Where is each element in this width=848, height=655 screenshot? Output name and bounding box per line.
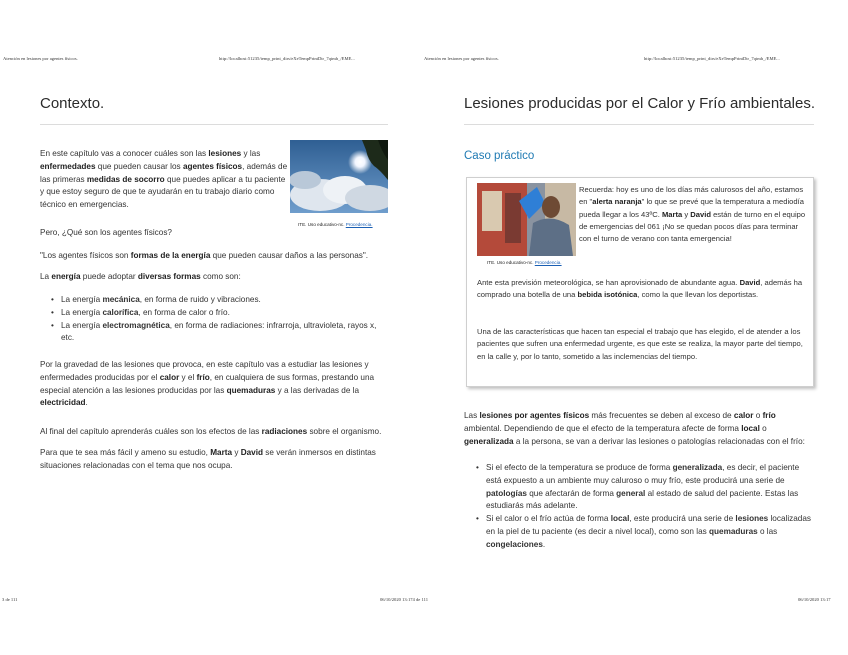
- list-item: • La energía mecánica, en forma de ruido y vibraciones.: [51, 294, 391, 307]
- list-item: • La energía calorífica, en forma de calor o frío.: [51, 307, 391, 320]
- intro-paragraph: En este capítulo vas a conocer cuáles son las lesiones y las enfermedades que pueden causar los agentes físicos, además de las primeras medidas de socorro que puedes aplicar a tu paciente y que estoy seguro de que te ayudarán en tu trabajo diario como técnico en emergencias.: [40, 149, 288, 210]
- list-item: • Si el calor o el frío actúa de forma local, este producirá una serie de lesiones localizadas en la piel de tu paciente (es decir a nivel local), como son las quemaduras o las congelaciones.: [476, 513, 814, 551]
- list-item: • La energía electromagnética, en forma de radiaciones: infrarroja, ultravioleta, rayos x, etc.: [51, 320, 391, 346]
- case-image-credit-link[interactable]: Procedencia.: [534, 260, 562, 265]
- print-footer-date: 06/10/2020 13:17: [798, 597, 831, 602]
- title-divider: [464, 124, 814, 125]
- case-paragraph-2: Ante esta previsión meteorológica, se han aprovisionado de abundante agua. David, además ha comprado una botella de una bebida isotónica, como la que llevan los deportistas.: [477, 278, 803, 300]
- title-divider: [40, 124, 388, 125]
- case-paragraph-3: Una de las características que hacen tan especial el trabajo que has elegido, el de atender a los pacientes que sufren una enfermedad urgente, es que este se realiza, la mayor parte del tiempo, en la calle y, por lo tanto, sometido a las inclemencias del tiempo.: [477, 327, 803, 361]
- right-page: [424, 0, 848, 655]
- list-item: • Si el efecto de la temperatura se produce de forma generalizada, es decir, el paciente está expuesto a un ambiente muy caluroso o muy frío, este producirá una serie de patologías que afectarán de forma general al estado de salud del paciente. Estas las estudiarás más adelante.: [476, 462, 814, 513]
- energy-forms-list: [51, 294, 391, 345]
- print-header-title-left: Atención en lesiones por agentes físicos.: [3, 56, 78, 61]
- print-header-title-right: Atención en lesiones por agentes físicos.: [424, 56, 499, 61]
- page-title: Contexto.: [40, 95, 105, 112]
- case-study-box: [466, 177, 814, 387]
- case-study-title: Caso práctico: [464, 150, 535, 162]
- case-paragraph-1: Recuerda: hoy es uno de los días más calurosos del año, estamos en "alerta naranja" lo que se prevé que la temperatura a mediodía pueda llegar a los 43ºC. Marta y David están de turno en el equipo de emergencias del 061 ¡No se quedan pocos días para terminar con el turno de verano con tanta emergencia!: [579, 185, 806, 244]
- end-chapter-paragraph: Al final del capítulo aprenderás cuáles son los efectos de las radiaciones sobre el organismo.: [40, 427, 382, 436]
- definition-paragraph: "Los agentes físicos son formas de la energía que pueden causar daños a las personas".: [40, 251, 369, 260]
- image-credit-link[interactable]: Procedencia.: [345, 222, 373, 227]
- lesions-list: [476, 462, 814, 552]
- paramedic-photo: [477, 183, 576, 256]
- question-paragraph: Pero, ¿Qué son los agentes físicos?: [40, 228, 172, 237]
- print-header-url-right: http://localhost:51235/temp_print_dirs/eXeTempPrintDir_7qimh_/EME...: [644, 56, 780, 61]
- image-credit: ITE. Uso educativo-nc. Procedencia.: [298, 222, 373, 227]
- sky-clouds-image: [290, 140, 388, 213]
- print-header-url-left: http://localhost:51235/temp_print_dirs/eXeTempPrintDir_7qimh_/EME...: [219, 56, 355, 61]
- page-title: Lesiones producidas por el Calor y Frío ambientales.: [464, 95, 816, 112]
- lesions-intro-paragraph: Las lesiones por agentes físicos más frecuentes se deben al exceso de calor o frío ambiental. Dependiendo de que el efecto de la temperatura afecte de forma local o generalizada a la persona, se van a derivar las lesiones o patologías relacionadas con el frío:: [464, 411, 805, 446]
- gravity-paragraph: Por la gravedad de las lesiones que provoca, en este capítulo vas a estudiar las lesiones y enfermedades producidas por el calor y el frío, en cualquiera de sus formas, prestando una especial atención a las lesiones producidas por las quemaduras y a las derivadas de la electricidad.: [40, 360, 375, 408]
- marta-david-paragraph: Para que te sea más fácil y ameno su estudio, Marta y David se verán inmersos en distintas situaciones relacionadas con el tema que nos ocupa.: [40, 448, 376, 470]
- print-footer-center: 06/10/2020 13:174 de 111: [380, 597, 429, 602]
- energy-intro-paragraph: La energía puede adoptar diversas formas como son:: [40, 272, 241, 281]
- case-image-credit: ITE. Uso educativo-nc. Procedencia.: [487, 260, 562, 265]
- print-footer-page: 3 de 111: [2, 597, 18, 602]
